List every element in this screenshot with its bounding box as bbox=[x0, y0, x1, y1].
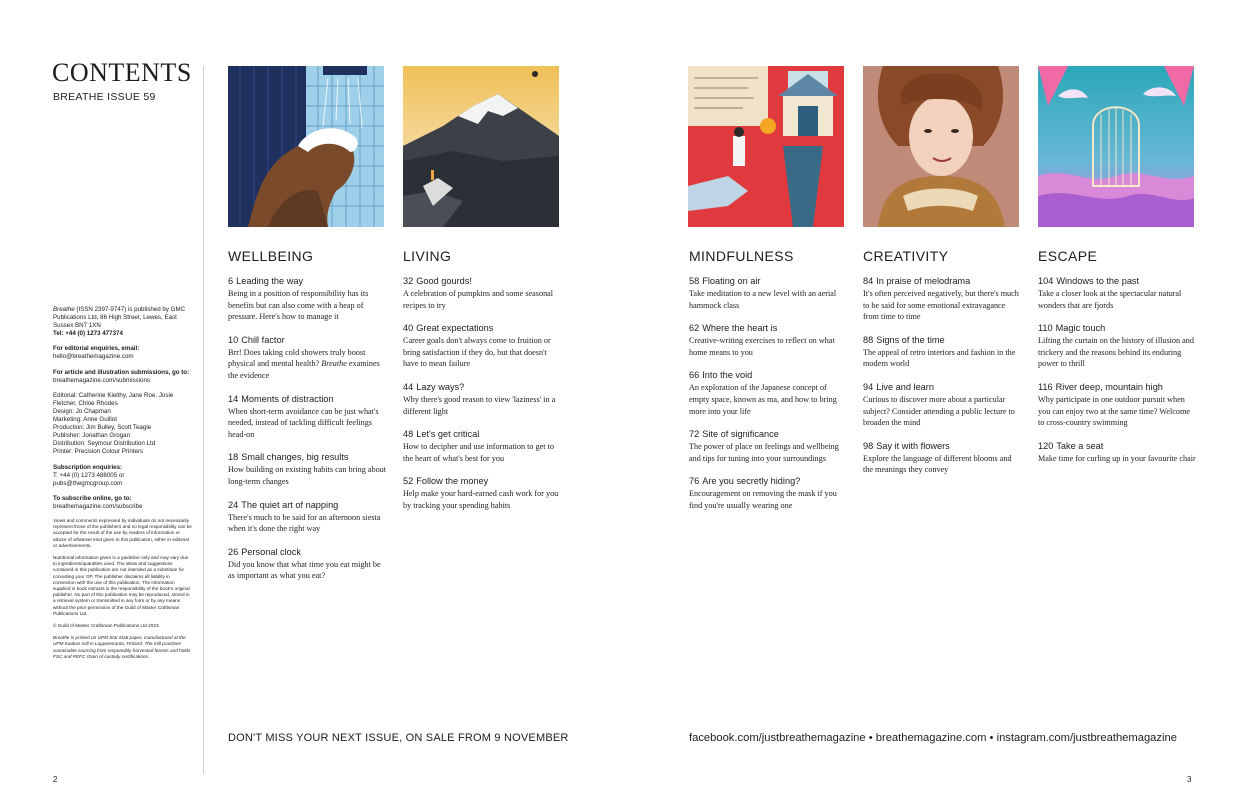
entry-title: Personal clock bbox=[241, 546, 301, 557]
page-number: 58 bbox=[689, 276, 700, 286]
entry-title: Moments of distraction bbox=[241, 393, 334, 404]
online-subscribe-url: breathemagazine.com/subscribe bbox=[53, 502, 143, 510]
section-wellbeing bbox=[228, 248, 388, 594]
contents-entry[interactable] bbox=[689, 276, 849, 311]
entry-heading bbox=[228, 394, 388, 404]
entry-title: Windows to the past bbox=[1056, 276, 1140, 286]
contents-entry[interactable] bbox=[228, 500, 388, 535]
page-number: 66 bbox=[689, 370, 700, 381]
imprint-block bbox=[53, 306, 193, 666]
entry-title: Site of significance bbox=[702, 429, 779, 440]
entry-description: How building on existing habits can bring about long-term changes bbox=[228, 465, 387, 486]
disclaimer-nutrition: Nutritional information given is a guideline only and may vary due to ingredients/quantities used. The ideas and suggestions contained in this publication are not intended as a substitute for consulting your GP. The publisher disclaims all liability in connection with the use of this publication. The information supplied in book extracts is the responsibility of the book's original publisher. No part of this publication may be reproduced, stored in a retrieval system or transmitted in any form or by any means without the prior permission of the Guild of Master Craftsman Publications Ltd. bbox=[53, 554, 190, 616]
social-links[interactable]: facebook.com/justbreathemagazine • breathemagazine.com • instagram.com/justbreathemagazine bbox=[689, 732, 1177, 744]
contents-entry[interactable] bbox=[228, 394, 388, 441]
page-number: 24 bbox=[228, 499, 239, 510]
page-number: 120 bbox=[1038, 440, 1054, 451]
page-number: 88 bbox=[863, 334, 874, 345]
contents-entry[interactable] bbox=[863, 382, 1023, 429]
staff-editorial: Editorial: Catherine Kielthy, Jane Roe, Josie Fletcher, Chloe Rhodes bbox=[53, 391, 174, 407]
section-title: ESCAPE bbox=[1038, 248, 1098, 264]
page-number: 10 bbox=[228, 334, 239, 345]
entry-heading bbox=[228, 276, 388, 286]
column-divider bbox=[203, 66, 204, 774]
page-number: 116 bbox=[1038, 381, 1053, 392]
page-number: 98 bbox=[863, 440, 874, 451]
entry-description: Being in a position of responsibility has its benefits but can also come with a heap of pressure. Here's how to manage it bbox=[228, 289, 369, 322]
contents-entry[interactable] bbox=[863, 335, 1023, 370]
entry-title: Signs of the time bbox=[876, 334, 945, 345]
online-subscribe-label: To subscribe online, go to: bbox=[53, 494, 132, 502]
escape-illustration bbox=[1038, 66, 1194, 227]
contents-entry[interactable] bbox=[689, 370, 849, 417]
contents-entry[interactable] bbox=[228, 547, 388, 582]
staff-production: Production: Jim Bulley, Scott Teagle bbox=[53, 424, 152, 432]
entry-heading bbox=[863, 441, 1023, 451]
entry-heading bbox=[863, 276, 1023, 286]
entry-heading bbox=[1038, 382, 1198, 392]
section-title: WELLBEING bbox=[228, 248, 314, 264]
entry-heading bbox=[228, 335, 388, 345]
copyright-line: © Guild of Master Craftsman Publications Ltd 2023. bbox=[53, 623, 160, 629]
entry-heading bbox=[1038, 276, 1198, 286]
entry-description: Encouragement on removing the mask if you find you're usually wearing one bbox=[689, 489, 837, 510]
entry-description: The appeal of retro interiors and fashion in the modern world bbox=[863, 347, 1016, 369]
contents-entry[interactable] bbox=[863, 276, 1023, 323]
staff-design: Design: Jo Chapman bbox=[53, 407, 111, 415]
entry-title: Live and learn bbox=[876, 381, 934, 392]
entry-description: Curious to discover more about a particular subject? Consider attending a public lecture to broaden the mind bbox=[863, 394, 1015, 428]
entry-heading bbox=[689, 323, 849, 333]
page-number: 44 bbox=[403, 381, 414, 392]
entry-heading bbox=[689, 429, 849, 439]
entry-title: Into the void bbox=[702, 370, 753, 381]
entry-description: Explore the language of different blooms and the meanings they convey bbox=[863, 453, 1012, 475]
entry-heading bbox=[1038, 441, 1198, 451]
entry-heading bbox=[403, 476, 563, 486]
entry-heading bbox=[403, 323, 563, 333]
entry-description bbox=[228, 347, 388, 382]
entry-description: An exploration of the Japanese concept of empty space, known as ma, and how to bring more into your life bbox=[689, 383, 837, 416]
page-title: CONTENTS bbox=[52, 58, 192, 87]
staff-printer: Printer: Precision Colour Printers bbox=[53, 448, 144, 456]
mindfulness-illustration bbox=[688, 66, 844, 227]
entry-description: Why participate in one outdoor pursuit when you can enjoy two at the same time? Welcome to cross-country swimming bbox=[1038, 394, 1190, 428]
entry-description: Take a closer look at the spectacular natural wonders that are fjords bbox=[1038, 289, 1182, 310]
creativity-illustration bbox=[863, 66, 1019, 227]
section-escape bbox=[1038, 248, 1198, 476]
living-illustration bbox=[403, 66, 559, 227]
contents-entry[interactable] bbox=[228, 452, 388, 487]
entry-title: The quiet art of napping bbox=[241, 499, 339, 510]
contents-entry[interactable] bbox=[403, 476, 563, 511]
entry-heading bbox=[403, 429, 563, 439]
entry-title: Say it with flowers bbox=[876, 440, 950, 451]
entry-heading bbox=[228, 452, 388, 462]
contents-entry[interactable] bbox=[1038, 276, 1198, 311]
contents-entry[interactable] bbox=[228, 335, 388, 382]
entry-heading bbox=[689, 370, 849, 380]
section-mindfulness bbox=[689, 248, 849, 524]
publisher-info bbox=[53, 306, 193, 338]
entry-heading bbox=[863, 382, 1023, 392]
entry-description-tail: examines the evidence bbox=[228, 359, 380, 380]
page-number: 48 bbox=[403, 429, 414, 440]
contents-entry[interactable] bbox=[863, 441, 1023, 476]
staff-marketing: Marketing: Anne Guillot bbox=[53, 416, 117, 424]
section-title: LIVING bbox=[403, 248, 452, 264]
submissions-label: For article and illustration submissions, go to: bbox=[53, 368, 190, 376]
entry-description: Career goals don't always come to fruition or bring satisfaction if they do, but that doesn't have to mean failure bbox=[403, 336, 551, 369]
entry-title: Good gourds! bbox=[416, 276, 472, 286]
entry-description: When short-term avoidance can be just what's needed, instead of tackling difficult feelings head-on bbox=[228, 406, 379, 439]
section-living bbox=[403, 248, 563, 524]
page-number: 6 bbox=[228, 276, 234, 286]
staff-list bbox=[53, 392, 193, 457]
entry-description: Did you know that what time you eat might be as important as what you eat? bbox=[228, 559, 381, 581]
disclaimer-views: Views and comments expressed by individuals do not necessarily represent those of the publishers and no legal responsibility can be accepted for the result of the use by readers of information or advice of whatever kind given in this publication, either in editorial or advertisements. bbox=[53, 517, 192, 548]
entry-title: Follow the money bbox=[416, 476, 489, 487]
entry-title: Let's get critical bbox=[416, 429, 480, 440]
entry-heading bbox=[228, 500, 388, 510]
online-subscribe bbox=[53, 495, 193, 511]
contents-entry[interactable] bbox=[403, 276, 563, 311]
entry-heading bbox=[689, 476, 849, 486]
contents-entry[interactable] bbox=[689, 429, 849, 464]
page-number: 84 bbox=[863, 276, 874, 286]
entry-title: Chill factor bbox=[241, 334, 285, 345]
contents-entry[interactable] bbox=[689, 323, 849, 358]
editorial-contact bbox=[53, 345, 193, 361]
entry-description: It's often perceived negatively, but there's much to be said for some emotional extravagance from time to time bbox=[863, 289, 1019, 322]
submissions-contact bbox=[53, 369, 193, 385]
page-number: 94 bbox=[863, 381, 874, 392]
entry-heading bbox=[228, 547, 388, 557]
entry-title: Are you secretly hiding? bbox=[702, 476, 801, 487]
page-number: 32 bbox=[403, 276, 414, 286]
issue-label: BREATHE ISSUE 59 bbox=[53, 91, 156, 103]
entry-title: Small changes, big results bbox=[241, 452, 349, 463]
page-number: 14 bbox=[228, 393, 239, 404]
entry-title: Great expectations bbox=[416, 323, 494, 334]
entry-title: Magic touch bbox=[1055, 323, 1106, 334]
entry-title: River deep, mountain high bbox=[1055, 381, 1163, 392]
contents-entry[interactable] bbox=[403, 429, 563, 464]
contents-entry[interactable] bbox=[1038, 441, 1198, 465]
page-number: 110 bbox=[1038, 323, 1053, 334]
magazine-name: Breathe bbox=[53, 306, 75, 313]
entry-heading bbox=[403, 276, 563, 286]
entry-description: Make time for curling up in your favourite chair bbox=[1038, 453, 1196, 463]
wellbeing-illustration bbox=[228, 66, 384, 227]
section-title: CREATIVITY bbox=[863, 248, 949, 264]
entry-description: Lifting the curtain on the history of illusion and trickery and the reasons behind its enduring power to thrill bbox=[1038, 336, 1194, 369]
contents-entry[interactable] bbox=[1038, 382, 1198, 429]
entry-heading bbox=[863, 335, 1023, 345]
page-number: 18 bbox=[228, 452, 239, 463]
submissions-url: breathemagazine.com/submissions bbox=[53, 376, 150, 384]
entry-description: Help make your hard-earned cash work for you by tracking your spending habits bbox=[403, 489, 559, 510]
page-number: 62 bbox=[689, 323, 700, 334]
paper-statement: Breathe is printed on UPM Star Matt paper, manufactured at the UPM Kaukas mill in Lappeenranta, Finland. The mill practises sustainable sourcing from responsibly harvested forests and holds FSC and PEFC chain of custody certifications. bbox=[53, 635, 191, 659]
staff-distribution: Distribution: Seymour Distribution Ltd bbox=[53, 440, 156, 448]
contents-entry[interactable] bbox=[228, 276, 388, 323]
page-number: 52 bbox=[403, 476, 414, 487]
entry-title: Take a seat bbox=[1056, 440, 1104, 451]
entry-heading bbox=[689, 276, 849, 286]
entry-description-text: Brr! Does taking cold showers truly boost physical and mental health? bbox=[228, 347, 366, 369]
entry-title: In praise of melodrama bbox=[876, 276, 971, 286]
entry-description: There's much to be said for an afternoon siesta when it's done the right way bbox=[228, 512, 381, 534]
entry-title: Lazy ways? bbox=[416, 381, 465, 392]
page-number-right: 3 bbox=[1187, 775, 1192, 784]
staff-publisher: Publisher: Jonathan Grogan bbox=[53, 432, 131, 440]
entry-title: Floating on air bbox=[702, 276, 761, 286]
page-number: 40 bbox=[403, 323, 414, 334]
page-number: 76 bbox=[689, 476, 700, 487]
page-number-left: 2 bbox=[53, 775, 58, 784]
next-issue-banner: DON'T MISS YOUR NEXT ISSUE, ON SALE FROM 9 NOVEMBER bbox=[228, 732, 569, 744]
contents-entry[interactable] bbox=[1038, 323, 1198, 370]
subscription-contact bbox=[53, 464, 193, 488]
entry-title: Where the heart is bbox=[702, 323, 778, 334]
magazine-name: Breathe bbox=[321, 359, 347, 369]
section-title: MINDFULNESS bbox=[689, 248, 794, 264]
contents-entry[interactable] bbox=[403, 323, 563, 370]
entry-heading bbox=[403, 382, 563, 392]
entry-title: Leading the way bbox=[236, 276, 304, 286]
page-number: 104 bbox=[1038, 276, 1054, 286]
entry-description: Take meditation to a new level with an aerial hammock class bbox=[689, 289, 837, 310]
entry-description: The power of place on feelings and wellbeing and tips for tuning into your surroundings bbox=[689, 442, 839, 463]
subscription-value: T: +44 (0) 1273 488005 or pubs@thegmcgroup.com bbox=[53, 471, 125, 487]
publisher-phone: Tel: +44 (0) 1273 477374 bbox=[53, 330, 123, 338]
entry-description: Creative-writing exercises to reflect on what home means to you bbox=[689, 336, 835, 357]
entry-description: Why there's good reason to view 'laziness' in a different light bbox=[403, 394, 556, 416]
editorial-email: hello@breathemagazine.com bbox=[53, 353, 134, 361]
entry-description: A celebration of pumpkins and some seasonal recipes to try bbox=[403, 289, 554, 310]
entry-heading bbox=[1038, 323, 1198, 333]
subscription-label: Subscription enquiries: bbox=[53, 463, 123, 471]
contents-entry[interactable] bbox=[689, 476, 849, 511]
contents-entry[interactable] bbox=[403, 382, 563, 417]
entry-description: How to decipher and use information to get to the heart of what's best for you bbox=[403, 442, 554, 463]
editorial-contact-label: For editorial enquiries, email: bbox=[53, 345, 140, 353]
page-number: 72 bbox=[689, 429, 700, 440]
section-creativity bbox=[863, 248, 1023, 488]
publisher-address: (ISSN 2397-9747) is published by GMC Publications Ltd, 86 High Street, Lewes, East Sussex BN7 1XN bbox=[53, 306, 186, 330]
page-number: 26 bbox=[228, 546, 239, 557]
